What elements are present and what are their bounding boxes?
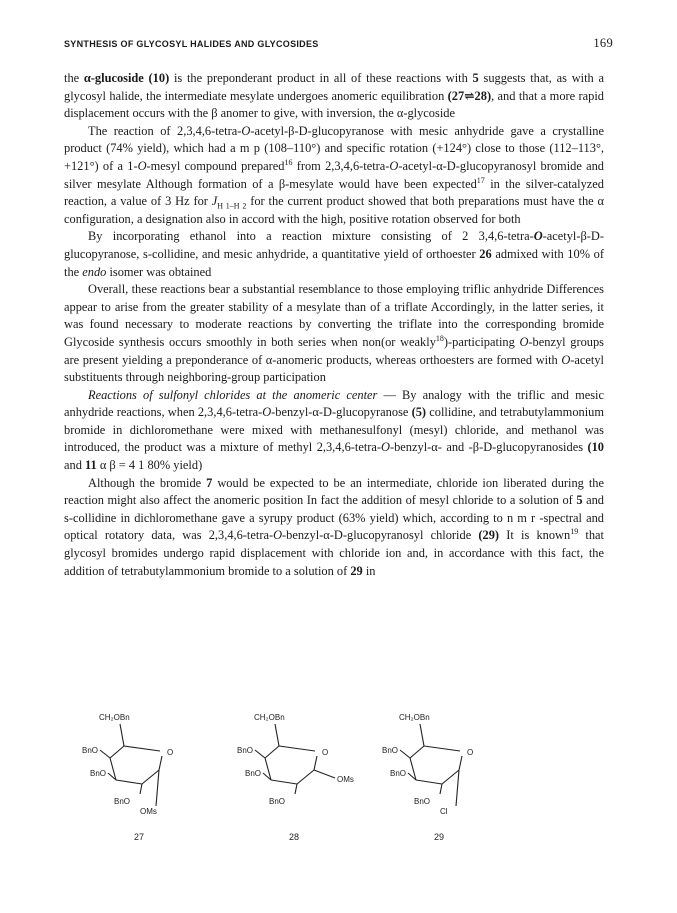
bno-c2-label: BnO — [414, 797, 431, 806]
text-run: O — [381, 440, 390, 455]
running-title: SYNTHESIS OF GLYCOSYL HALIDES AND GLYCOSIDES — [64, 39, 319, 49]
text-run: α β = 4 1 80% yield) — [96, 458, 203, 473]
ch2-bond — [275, 724, 279, 746]
ring-bond — [265, 746, 279, 758]
paragraph — [64, 70, 604, 123]
text-run: endo — [82, 264, 107, 279]
ring-bond — [124, 746, 160, 751]
substituent-bond — [140, 784, 142, 794]
text-run: )-participating — [443, 334, 520, 349]
body-text — [64, 70, 604, 580]
paragraph — [64, 228, 604, 281]
anomeric-substituent-label: OMs — [337, 775, 354, 784]
substituent-bond — [440, 784, 442, 794]
text-run: O — [533, 229, 543, 244]
text-run: suggests that, as with a glycosyl halide, the intermediate mesylate undergoes anomeric equilibration — [64, 71, 604, 103]
text-run: -acetyl-β-D-glucopyranose, s-collidine, and mesic anhydride, a quantitative yield of orthoester — [64, 229, 604, 261]
ch2-obn-label: CH₂OBn — [399, 713, 430, 722]
ring-bond — [424, 746, 460, 751]
ring-oxygen-label: O — [467, 748, 474, 757]
text-run: (5) — [411, 405, 427, 420]
ring-bond — [416, 780, 442, 784]
text-run: By incorporating ethanol into a reaction mixture consisting of 2 3,4,6-tetra- — [88, 229, 534, 244]
text-run: -benzyl-α- and -β-D-glucopyranosides — [389, 440, 588, 455]
bno-c3-label: BnO — [390, 769, 407, 778]
text-run: 29 — [350, 563, 363, 578]
ring-bond — [410, 746, 424, 758]
ch2-obn-label: CH₂OBn — [99, 713, 130, 722]
subscript-text: H 1–H 2 — [217, 201, 247, 211]
text-run: -acetyl-α-D-glucopyranosyl bromide and silver mesylate Although formation of a β-mesylate would have been expected — [64, 158, 604, 191]
substituent-bond — [255, 750, 265, 758]
bno-c3-label: BnO — [90, 769, 107, 778]
text-run: the — [64, 71, 84, 85]
text-run: , and that a more rapid displacement occurs with the β anomer to give, with inversion, the α-glycoside — [64, 88, 604, 121]
text-run: O — [389, 158, 399, 173]
bno-c2-label: BnO — [114, 797, 131, 806]
text-run: 11 — [85, 458, 97, 473]
text-run: It is known — [499, 528, 571, 543]
text-run: 5 — [576, 493, 583, 508]
text-run: would be expected to be an intermediate, chloride ion liberated during the reaction might also affect the anomeric position In fact the addition of mesyl chloride to a solution of — [64, 475, 604, 508]
text-run: O — [262, 405, 272, 420]
paragraph — [64, 475, 604, 581]
anomeric-substituent-label: Cl — [440, 807, 448, 816]
ring-bond — [159, 756, 162, 770]
paragraph — [64, 281, 604, 387]
reference-superscript: 17 — [476, 175, 485, 185]
substituent-bond — [100, 750, 110, 758]
text-run: and — [64, 458, 85, 473]
text-run: O — [273, 528, 283, 543]
text-run: O — [241, 123, 251, 138]
substituent-bond — [400, 750, 410, 758]
ch2-obn-label: CH₂OBn — [254, 713, 285, 722]
ch2-bond — [120, 724, 124, 746]
text-run: -acetyl substituents through neighboring-group participation — [64, 352, 604, 385]
anomeric-bond — [456, 770, 459, 806]
text-run: 5 — [472, 71, 479, 85]
text-run: -benzyl-α-D-glucopyranosyl chloride — [282, 528, 479, 543]
anomeric-bond — [156, 770, 159, 806]
page-header — [64, 36, 613, 54]
text-run: admixed with 10% of the — [64, 246, 604, 279]
reference-superscript: 19 — [570, 527, 579, 537]
text-run: -acetyl-β-D-glucopyranose with mesic anhydride gave a crystalline product (74% yield), which had a m p (108–110°) and specific rotation (+124°) close to those (112–113°, +121°) of a 1- — [64, 123, 604, 173]
ring-bond — [442, 770, 459, 784]
compound-number: 28 — [288, 832, 300, 842]
paragraph — [64, 387, 604, 475]
ch2-bond — [420, 724, 424, 746]
text-run: Reactions of sulfonyl chlorides at the anomeric center — [88, 387, 378, 402]
structure-figure — [64, 698, 604, 898]
reference-superscript: 16 — [284, 157, 293, 167]
text-run: 26 — [479, 246, 492, 261]
text-run: α-glucoside (10) — [83, 71, 170, 85]
text-run: O — [561, 352, 571, 367]
text-run: — By analogy with the triflic and mesic anhydride reactions, when 2,3,4,6-tetra- — [64, 387, 604, 420]
text-run: and s-collidine in dichloromethane gave a syrupy product (63% yield) which, according to n m r -spectral and optical rotatory data, was 2,3,4,6-tetra- — [64, 493, 604, 543]
reference-superscript: 18 — [435, 333, 444, 343]
paragraph — [64, 123, 604, 229]
ring-bond — [314, 756, 317, 770]
text-run: (29) — [478, 528, 500, 543]
text-run: Overall, these reactions bear a substantial resemblance to those employing triflic anhydride Differences appear to arise from the greater stability of a mesylate than of a triflate Accordingly, in the latter series, it was found necessary to moderate reactions by converting the triflate into the corresponding bromide Glycoside synthesis occurs smoothly in both series when non(or weakly — [64, 282, 604, 349]
ring-bond — [297, 770, 314, 784]
text-run: isomer was obtained — [106, 264, 212, 279]
ring-bond — [271, 780, 297, 784]
compound-number: 27 — [133, 832, 145, 842]
text-run: for the current product showed that both preparations must have the α configuration, a designation also in accord with the high, positive rotation observed for both — [64, 194, 604, 226]
text-run: O — [137, 158, 147, 173]
text-run: in — [362, 563, 376, 578]
chemical-structures-svg — [64, 698, 604, 903]
compound-number: 29 — [433, 832, 445, 842]
text-run: (10 — [587, 440, 604, 455]
text-run: -benzyl-α-D-glucopyranose — [271, 405, 412, 420]
text-run: that glycosyl bromides undergo rapid displacement with chloride ion and, in accordance with this fact, the addition of tetrabutylammonium bromide to a solution of — [64, 528, 604, 578]
anomeric-substituent-label: OMs — [140, 807, 157, 816]
text-run: Although the bromide — [88, 475, 207, 490]
text-run: in the silver-catalyzed reaction, a value of 3 Hz for — [64, 176, 605, 209]
text-run: collidine, and tetrabutylammonium bromide in dichloromethane were mixed with methanesulfonyl (mesyl) chloride, and methanol was introduced, the product was a mixture of methyl 2,3,4,6-tetra- — [64, 405, 604, 455]
ring-oxygen-label: O — [322, 748, 329, 757]
text-run: (27⇌28) — [447, 88, 492, 103]
ring-bond — [110, 746, 124, 758]
text-run: O — [519, 334, 529, 349]
ring-oxygen-label: O — [167, 748, 174, 757]
ring-bond — [142, 770, 159, 784]
text-run: is the preponderant product in all of these reactions with — [169, 71, 473, 85]
text-run: J — [211, 194, 218, 209]
text-run: 7 — [206, 475, 213, 490]
text-run: -benzyl groups are present yielding a preponderance of α-anomeric products, whereas orthoesters are formed with — [64, 334, 604, 367]
text-run: from 2,3,4,6-tetra- — [292, 158, 390, 173]
ring-bond — [459, 756, 462, 770]
bno-c4-label: BnO — [237, 746, 254, 755]
substituent-bond — [295, 784, 297, 794]
bno-c4-label: BnO — [382, 746, 399, 755]
anomeric-bond — [314, 770, 335, 778]
ring-bond — [279, 746, 315, 751]
bno-c4-label: BnO — [82, 746, 99, 755]
ring-bond — [116, 780, 142, 784]
bno-c3-label: BnO — [245, 769, 262, 778]
text-run: The reaction of 2,3,4,6-tetra- — [88, 123, 242, 138]
bno-c2-label: BnO — [269, 797, 286, 806]
page-number: 169 — [593, 36, 613, 50]
text-run: -mesyl compound prepared — [146, 158, 285, 173]
